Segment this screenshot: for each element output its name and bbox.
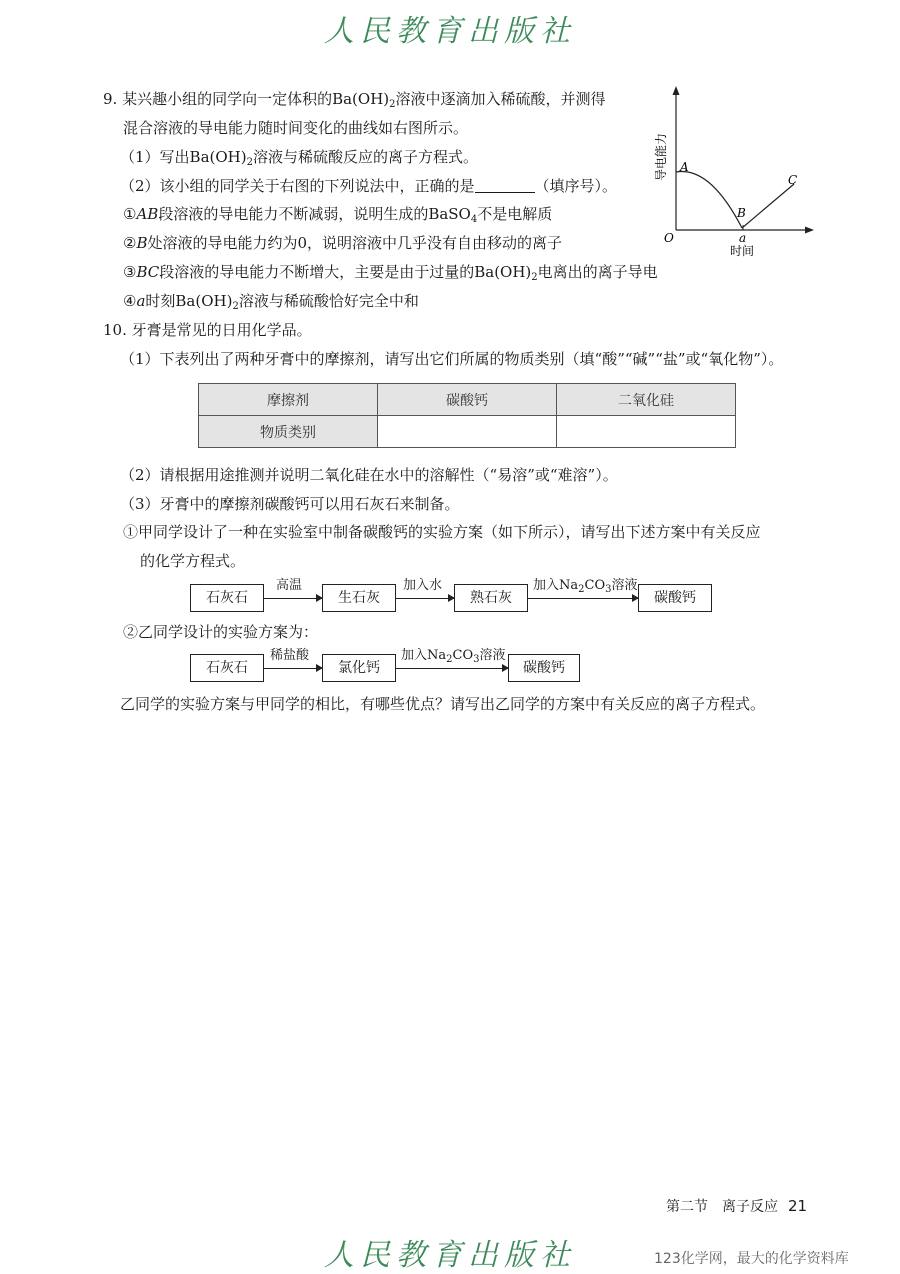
q10-jia-line2: 的化学方程式。 [140,552,246,570]
curve-bc [742,184,794,228]
y-axis-label: 导电能力 [654,132,668,181]
option-mark: ③ [123,263,137,281]
flow1-arrow-3-label [533,578,638,594]
flow1-box-calciumcarbonate: 碳酸钙 [638,584,712,612]
x-axis-arrow [805,227,814,234]
flow2-arrow-2-label [401,648,506,664]
flow2-arrow-1 [264,668,322,669]
x-axis-label: 时间 [730,244,755,258]
subscript: 2 [246,157,253,168]
point-b-label: B [737,206,746,220]
option-text: 电离出的离子导电 [537,263,658,281]
q9-sub2-a: （2）该小组的同学关于右图的下列说法中，正确的是 [120,177,475,195]
label-part: CO [452,648,474,663]
q10-sub2: （2）请根据用途推测并说明二氧化硅在水中的溶解性（“易溶”或“难溶”）。 [120,466,618,484]
q10-question: 乙同学的实验方案与甲同学的相比，有哪些优点？请写出乙同学的方案中有关反应的离子方程式。 [120,695,766,713]
subscript: 2 [232,301,239,312]
flow1-box-slakedlime: 熟石灰 [454,584,528,612]
curve-ab [676,171,742,228]
flow1-arrow-3 [528,598,638,599]
flow2-arrow-2 [396,668,508,669]
label-part: CO [584,578,606,593]
label-part: 溶液 [479,648,506,663]
q9-sub2-b: （填序号）。 [534,177,618,195]
table-row [199,416,736,448]
option-text: 段溶液的导电能力不断增大，主要是由于过量的Ba(OH) [159,263,532,281]
option-text: 时刻Ba(OH) [145,292,233,310]
conductivity-graph [650,84,820,264]
abrasive-table [198,383,736,448]
q9-option-2 [123,233,562,253]
tick-a-label: a [739,231,747,245]
flow2-arrow-1-label: 稀盐酸 [270,648,310,663]
table-answer-cell[interactable] [557,416,736,448]
table-answer-cell[interactable] [378,416,557,448]
option-var: B [136,234,148,252]
q9-option-1 [123,204,552,224]
table-row-label: 物质类别 [199,416,378,448]
flow1-arrow-1 [264,598,322,599]
q9-text-a: 某兴趣小组的同学向一定体积的Ba(OH) [122,90,390,108]
flow1-box-quicklime: 生石灰 [322,584,396,612]
flow2-box-limestone: 石灰石 [190,654,264,682]
q10-yi-intro: ②乙同学设计的实验方案为： [123,623,319,641]
option-text: 溶液与稀硫酸恰好完全中和 [238,292,419,310]
footer-section: 第二节 离子反应 [666,1199,778,1215]
option-text: 段溶液的导电能力不断减弱，说明生成的BaSO [158,205,471,223]
q9-option-4 [123,291,419,311]
q9-line1 [103,89,606,109]
option-mark: ① [123,205,137,223]
y-axis-arrow [673,86,680,95]
q9-text-b: 溶液中逐滴加入稀硫酸，并测得 [395,90,606,108]
label-part: 加入Na [533,578,579,593]
q9-number: 9. [103,90,118,108]
point-a-label: A [680,160,689,174]
publisher-logo-top: 人民教育出版社 [324,14,576,49]
option-var: a [136,292,146,310]
answer-blank[interactable] [475,178,535,193]
q9-sub1-a: （1）写出Ba(OH) [120,148,247,166]
label-part: 溶液 [611,578,638,593]
option-mark: ④ [123,292,137,310]
subscript: 2 [578,584,585,595]
page-number: 21 [788,1197,808,1215]
q9-sub1-b: 溶液与稀硫酸反应的离子方程式。 [252,148,478,166]
table-header-cell: 摩擦剂 [199,384,378,416]
subscript: 2 [446,654,453,665]
q9-line2: 混合溶液的导电能力随时间变化的曲线如右图所示。 [123,119,469,137]
option-var: AB [136,205,159,223]
q10-number: 10. [103,321,127,339]
q10-title: 牙膏是常见的日用化学品。 [131,321,312,339]
q10-jia-line1: ①甲同学设计了一种在实验室中制备碳酸钙的实验方案（如下所示），请写出下述方案中有关反应 [123,523,761,541]
q10-line1 [103,320,312,340]
option-var: BC [136,263,160,281]
origin-label: O [664,231,674,245]
flow1-arrow-2 [396,598,454,599]
point-c-label: C [788,173,798,187]
q9-sub1 [120,147,478,167]
flow1-arrow-2-label: 加入水 [403,578,443,593]
watermark: 123化学网，最大的化学资料库 [654,1251,849,1267]
option-text: 处溶液的导电能力约为0，说明溶液中几乎没有自由移动的离子 [147,234,563,252]
subscript: 2 [389,99,396,110]
publisher-logo-bottom: 人民教育出版社 [324,1238,576,1273]
table-header-cell: 碳酸钙 [378,384,557,416]
flow1-box-limestone: 石灰石 [190,584,264,612]
subscript: 2 [531,272,538,283]
option-mark: ② [123,234,137,252]
subscript: 4 [470,214,478,225]
q9-sub2 [120,176,617,196]
q10-sub1: （1）下表列出了两种牙膏中的摩擦剂，请写出它们所属的物质类别（填“酸”“碱”“盐”或“氧化物”）。 [120,350,784,368]
q9-option-3 [123,262,658,282]
subscript: 3 [473,654,480,665]
table-header-row [199,384,736,416]
q10-sub3: （3）牙膏中的摩擦剂碳酸钙可以用石灰石来制备。 [120,495,460,513]
label-part: 加入Na [401,648,447,663]
subscript: 3 [605,584,612,595]
table-header-cell: 二氧化硅 [557,384,736,416]
option-text: 不是电解质 [477,205,553,223]
page-footer [666,1196,807,1216]
flow2-box-calciumcarbonate: 碳酸钙 [508,654,580,682]
flow1-arrow-1-label: 高温 [276,578,303,593]
flow2-box-calciumchloride: 氯化钙 [322,654,396,682]
